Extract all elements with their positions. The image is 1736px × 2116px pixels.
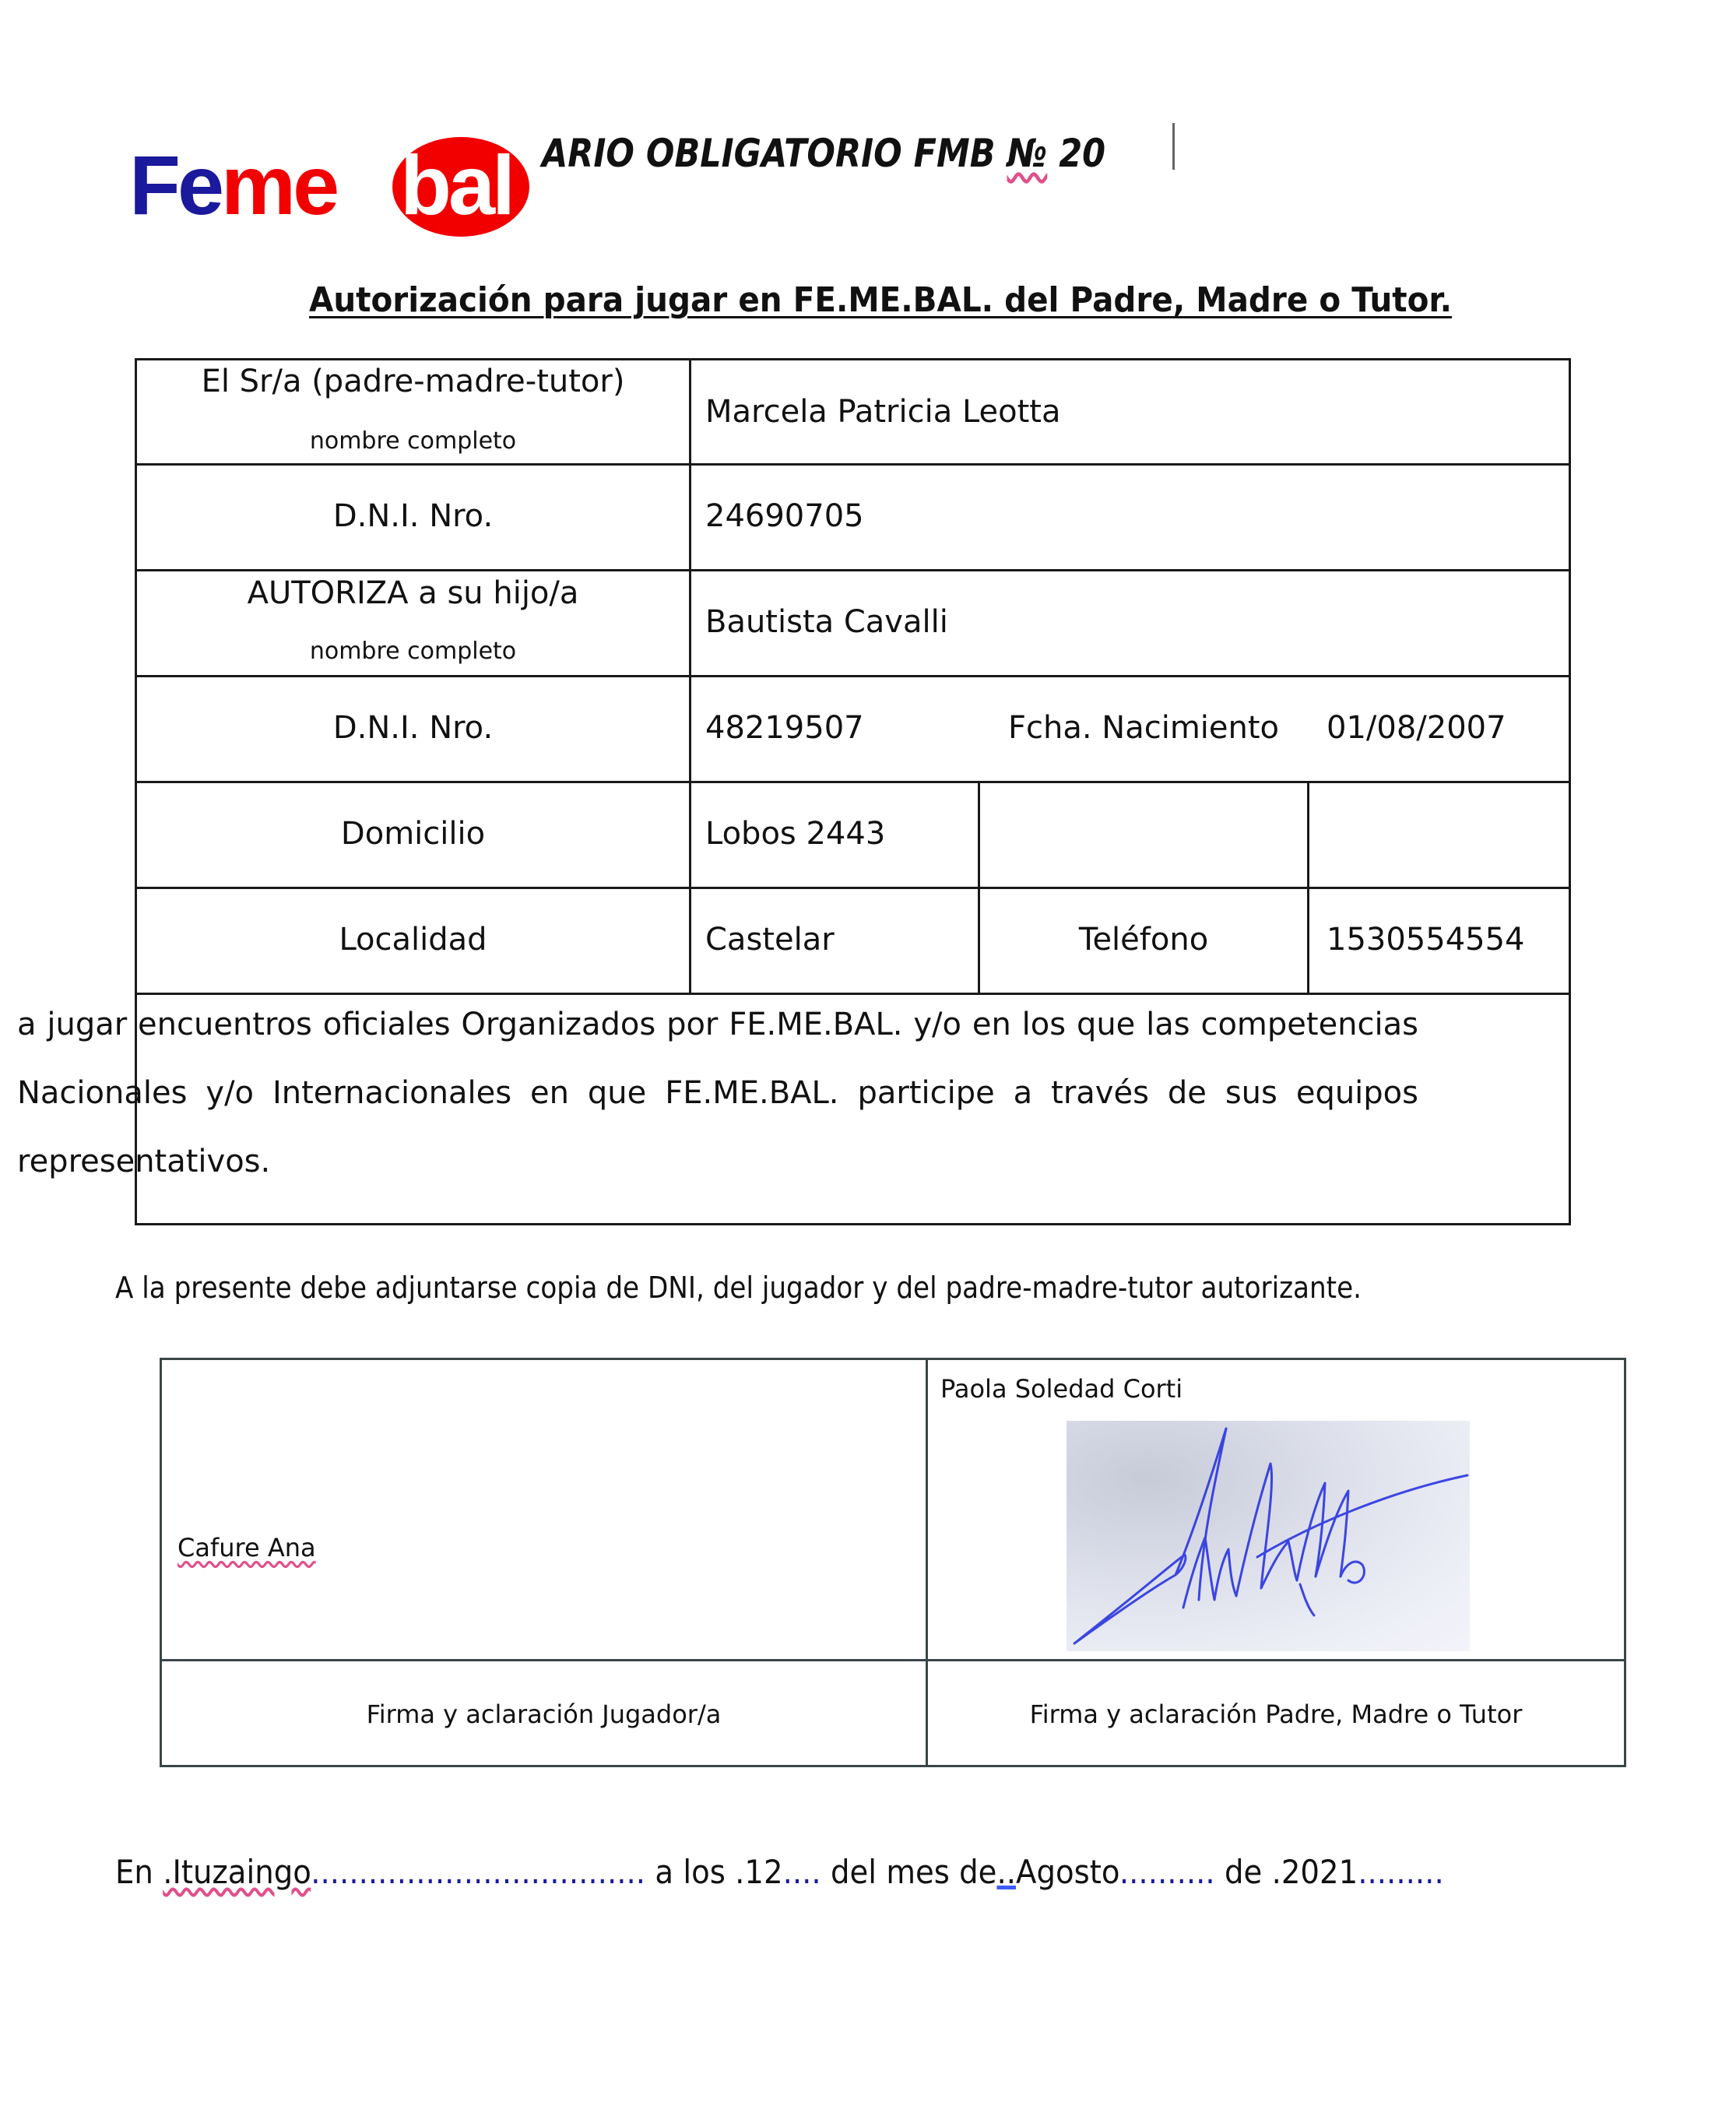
birth-date-field[interactable]: 01/08/2007 <box>1327 710 1506 746</box>
guardian-name: Paola Soledad Corti <box>940 1374 1183 1404</box>
attachment-note: A la presente debe adjuntarse copia de DNI, del jugador y del padre-madre-tutor autorizante. <box>115 1271 1362 1305</box>
parent-sublabel: nombre completo <box>309 427 517 455</box>
footer-text: de <box>1214 1853 1272 1891</box>
child-name-field[interactable]: Bautista Cavalli <box>705 604 948 640</box>
city-field[interactable]: Castelar <box>705 922 835 958</box>
phone-label: Teléfono <box>1078 922 1209 958</box>
footer-day[interactable]: .12 <box>735 1853 783 1891</box>
logo-text-fe: Fe <box>129 138 222 232</box>
player-name: Cafure Ana <box>177 1533 316 1562</box>
femebal-logo <box>125 132 537 237</box>
guardian-signature-image <box>1067 1421 1470 1651</box>
parent-name-field[interactable]: Marcela Patricia Leotta <box>705 394 1061 430</box>
footer-place[interactable]: .Ituzaingo <box>163 1853 311 1891</box>
footer-dots: ................................... <box>311 1853 646 1891</box>
header-title <box>542 131 1105 176</box>
footer-dots: .......... <box>1119 1853 1215 1891</box>
address-label: Domicilio <box>340 816 486 852</box>
parent-dni-field[interactable]: 24690705 <box>705 498 864 534</box>
column-divider <box>689 360 691 993</box>
footer-month[interactable]: Agosto <box>1016 1853 1119 1891</box>
footer-year[interactable]: .2021 <box>1271 1853 1358 1891</box>
footer-dots: .. <box>996 1853 1017 1891</box>
child-dni-label: D.N.I. Nro. <box>332 710 494 746</box>
child-sublabel: nombre completo <box>309 638 517 665</box>
document-title: Autorización para jugar en FE.ME.BAL. del Padre, Madre o Tutor. <box>309 280 1453 320</box>
phone-field[interactable]: 1530554554 <box>1327 922 1525 958</box>
authorization-text: a jugar encuentros oficiales Organizados por FE.ME.BAL. y/o en los que las competencias Nacionales y/o Internacionales en que FE.ME.BAL. participe a través de sus equipos representativos. <box>17 1007 1418 1179</box>
address-field[interactable]: Lobos 2443 <box>705 816 886 852</box>
header-number: 20 <box>1047 131 1106 176</box>
footer-text: del mes de <box>821 1853 997 1891</box>
footer-text: a los <box>645 1853 736 1891</box>
row-divider <box>162 1659 1624 1661</box>
guardian-signature-caption: Firma y aclaración Padre, Madre o Tutor <box>1029 1699 1523 1729</box>
birth-date-label: Fcha. Nacimiento <box>1007 710 1280 746</box>
child-label: AUTORIZA a su hijo/a <box>247 575 579 611</box>
header-number-sign: № <box>1007 131 1048 176</box>
footer-dots: .... <box>782 1853 821 1891</box>
player-signature-caption: Firma y aclaración Jugador/a <box>366 1699 722 1729</box>
footer-prefix: En <box>115 1853 163 1891</box>
place-date-line <box>115 1853 1444 1891</box>
header-title-text: ARIO OBLIGATORIO FMB <box>542 131 1007 176</box>
column-divider <box>978 781 980 887</box>
signature-table <box>160 1358 1626 1767</box>
logo-text-bal: bal <box>400 138 513 232</box>
logo-wordmark <box>129 139 336 232</box>
parent-dni-label: D.N.I. Nro. <box>332 498 494 534</box>
footer-dots: ......... <box>1358 1853 1444 1891</box>
text-cursor <box>1172 123 1175 170</box>
city-label: Localidad <box>339 922 487 958</box>
column-divider <box>1307 781 1309 887</box>
column-divider <box>1307 887 1309 993</box>
signature-icon <box>1067 1421 1470 1651</box>
logo-text-me: me <box>221 138 337 232</box>
parent-label: El Sr/a (padre-madre-tutor) <box>201 364 625 399</box>
child-dni-field[interactable]: 48219507 <box>705 710 864 746</box>
